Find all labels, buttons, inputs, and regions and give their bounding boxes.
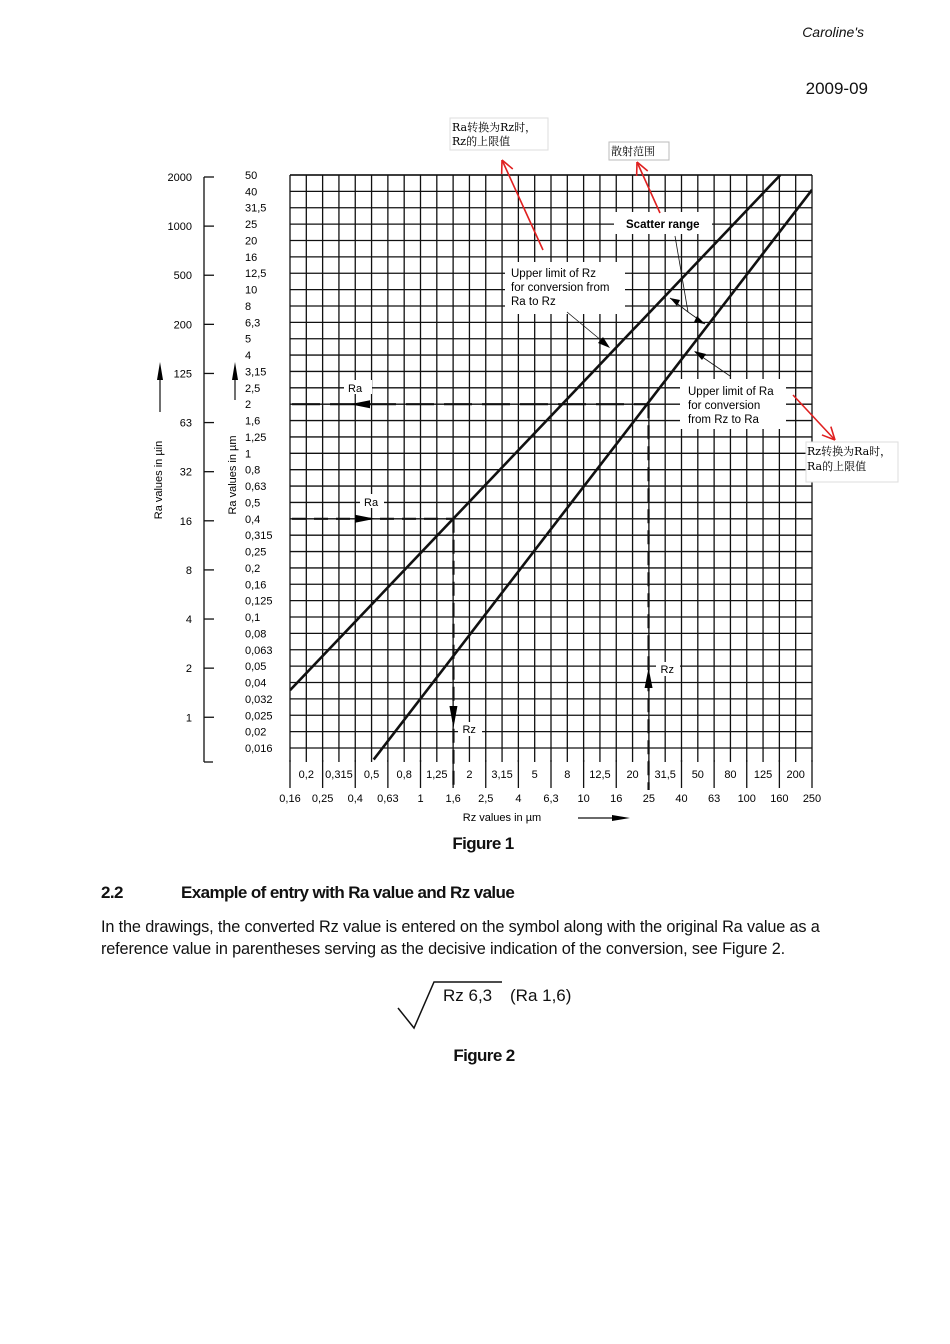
x-tick-label-lower: 0,4 [347, 793, 363, 805]
secondary-y-tick-label: 1000 [167, 221, 192, 234]
cn-note-scatter: 散射范围 [611, 145, 655, 158]
example-rz-label: Rz [660, 664, 675, 676]
cn-note-upper-rz: Rz的上限值 [452, 135, 511, 148]
y-tick-label: 8 [245, 300, 252, 313]
y-tick-label: 0,063 [245, 644, 273, 657]
y-tick-label: 50 [245, 170, 258, 182]
y-tick-label: 6,3 [245, 317, 261, 330]
y-tick-label: 0,5 [245, 497, 261, 510]
arrow-down-icon [449, 706, 457, 728]
y-axis-arrowhead-icon [232, 362, 238, 380]
x-tick-label-lower: 63 [708, 793, 721, 805]
y-tick-label: 0,016 [245, 743, 273, 755]
y-tick-label: 0,315 [245, 530, 273, 543]
x-tick-label-lower: 0,16 [279, 793, 301, 805]
cn-note-upper-ra: Ra的上限值 [807, 460, 867, 473]
cn-note-upper-rz: Ra转换为Rz时， [452, 121, 537, 134]
secondary-axis-arrowhead-icon [157, 362, 163, 380]
y-tick-label: 10 [245, 284, 258, 297]
upper-limit-rz-label: for conversion from [511, 282, 610, 294]
x-tick-label-upper: 31,5 [654, 769, 676, 781]
example-rz-label: Rz [462, 724, 476, 736]
y-tick-label: 4 [245, 350, 252, 363]
secondary-y-tick-label: 500 [173, 270, 192, 283]
secondary-y-tick-label: 2 [185, 663, 192, 676]
x-tick-label-upper: 3,15 [491, 769, 513, 781]
y-tick-label: 31,5 [245, 202, 267, 215]
x-tick-label-lower: 1,6 [445, 793, 461, 805]
x-tick-label-upper: 0,8 [396, 769, 412, 781]
header-author: Caroline's [802, 24, 864, 40]
x-tick-label-lower: 4 [515, 793, 522, 805]
y-tick-label: 1,25 [245, 431, 267, 444]
x-tick-label-lower: 0,63 [377, 793, 399, 805]
y-tick-label: 0,63 [245, 481, 267, 494]
x-tick-label-lower: 10 [577, 793, 590, 805]
y-tick-label: 0,032 [245, 693, 273, 706]
secondary-y-tick-label: 32 [179, 466, 192, 479]
example-ra-label: Ra [364, 496, 379, 509]
secondary-y-axis-title: Ra values in µin [153, 440, 165, 520]
y-tick-label: 5 [245, 333, 252, 346]
section-title: Example of entry with Ra value and Rz value [181, 883, 515, 902]
section-number: 2.2 [101, 883, 123, 902]
y-axis-title: Ra values in µm [227, 435, 239, 515]
y-tick-label: 0,025 [245, 710, 273, 723]
x-tick-label-upper: 5 [531, 769, 538, 781]
secondary-y-tick-label: 63 [179, 417, 192, 430]
upper-limit-ra-label: Upper limit of Ra [688, 386, 774, 398]
symbol-ra-reference: (Ra 1,6) [510, 986, 572, 1005]
y-tick-label: 0,1 [245, 612, 261, 625]
upper-limit-ra-label: for conversion [688, 400, 761, 412]
y-tick-label: 0,2 [245, 562, 261, 575]
y-tick-label: 16 [245, 251, 258, 264]
section-paragraph: In the drawings, the converted Rz value is entered on the symbol along with the original Ra value as a reference value in parentheses serving as the decisive indication of the conversion, see Figure 2. [101, 918, 820, 958]
y-tick-label: 0,4 [245, 513, 261, 526]
y-tick-label: 0,05 [245, 661, 267, 674]
y-tick-label: 0,125 [245, 595, 273, 608]
upper-limit-rz-label: Ra to Rz [511, 296, 556, 308]
x-axis-arrowhead-icon [612, 815, 630, 821]
x-tick-label-upper: 80 [724, 769, 737, 781]
x-tick-label-upper: 2 [466, 769, 473, 781]
x-tick-label-upper: 0,2 [298, 769, 314, 781]
x-tick-label-lower: 160 [770, 793, 789, 805]
arrow-left-icon [350, 400, 370, 408]
header-date: 2009-09 [805, 79, 868, 98]
x-tick-label-lower: 250 [802, 793, 822, 805]
figure-1-caption: Figure 1 [452, 834, 514, 853]
secondary-y-tick-label: 16 [179, 515, 192, 528]
x-tick-label-lower: 25 [642, 793, 655, 805]
y-tick-label: 0,04 [245, 677, 267, 690]
arrow-up-icon [645, 668, 653, 688]
secondary-y-tick-label: 2000 [167, 172, 192, 184]
x-tick-label-upper: 12,5 [589, 769, 611, 781]
y-tick-label: 40 [245, 186, 258, 199]
x-tick-label-upper: 8 [564, 769, 571, 781]
x-axis-title: Rz values in µm [462, 812, 542, 824]
y-tick-label: 12,5 [245, 268, 267, 281]
secondary-y-tick-label: 125 [173, 368, 192, 381]
secondary-y-tick-label: 8 [185, 564, 192, 577]
x-tick-label-lower: 1 [417, 793, 424, 805]
symbol-rz-value: Rz 6,3 [443, 986, 493, 1005]
y-tick-label: 3,15 [245, 366, 267, 379]
x-tick-label-lower: 0,25 [311, 793, 334, 805]
y-tick-label: 0,8 [245, 464, 261, 477]
x-tick-label-upper: 50 [691, 769, 704, 781]
upper-limit-rz-label: Upper limit of Rz [511, 268, 596, 280]
secondary-y-tick-label: 200 [173, 319, 192, 332]
x-tick-label-upper: 200 [786, 769, 805, 781]
x-tick-label-lower: 16 [610, 793, 623, 805]
scatter-range-label: Scatter range [626, 219, 700, 231]
y-tick-label: 2 [245, 399, 252, 412]
x-tick-label-lower: 40 [675, 793, 688, 805]
x-tick-label-lower: 100 [737, 793, 756, 805]
y-tick-label: 1 [245, 448, 252, 461]
figure-2-caption: Figure 2 [453, 1046, 515, 1065]
red-arrow-upper-rz [502, 160, 543, 250]
red-arrow-upper-ra [793, 395, 835, 440]
x-tick-label-upper: 1,25 [426, 769, 448, 781]
y-tick-label: 0,25 [245, 546, 267, 559]
y-tick-label: 0,02 [245, 726, 267, 739]
x-tick-label-lower: 2,5 [478, 793, 494, 805]
secondary-y-tick-label: 4 [185, 614, 192, 627]
x-tick-label-lower: 6,3 [543, 793, 559, 805]
y-tick-label: 25 [245, 219, 258, 232]
x-tick-label-upper: 0,5 [363, 769, 380, 781]
y-tick-label: 1,6 [245, 415, 261, 428]
cn-note-upper-ra: Rz转换为Ra时， [807, 445, 892, 458]
y-tick-label: 20 [245, 235, 258, 248]
y-tick-label: 0,16 [245, 579, 267, 592]
x-tick-label-upper: 125 [753, 769, 773, 781]
secondary-y-tick-label: 1 [185, 712, 192, 725]
example-ra-label: Ra [348, 383, 363, 396]
y-tick-label: 2,5 [245, 382, 261, 395]
x-tick-label-upper: 20 [626, 769, 639, 781]
x-tick-label-upper: 0,315 [325, 769, 353, 781]
upper-limit-ra-label: from Rz to Ra [688, 414, 759, 426]
y-tick-label: 0,08 [245, 628, 267, 641]
